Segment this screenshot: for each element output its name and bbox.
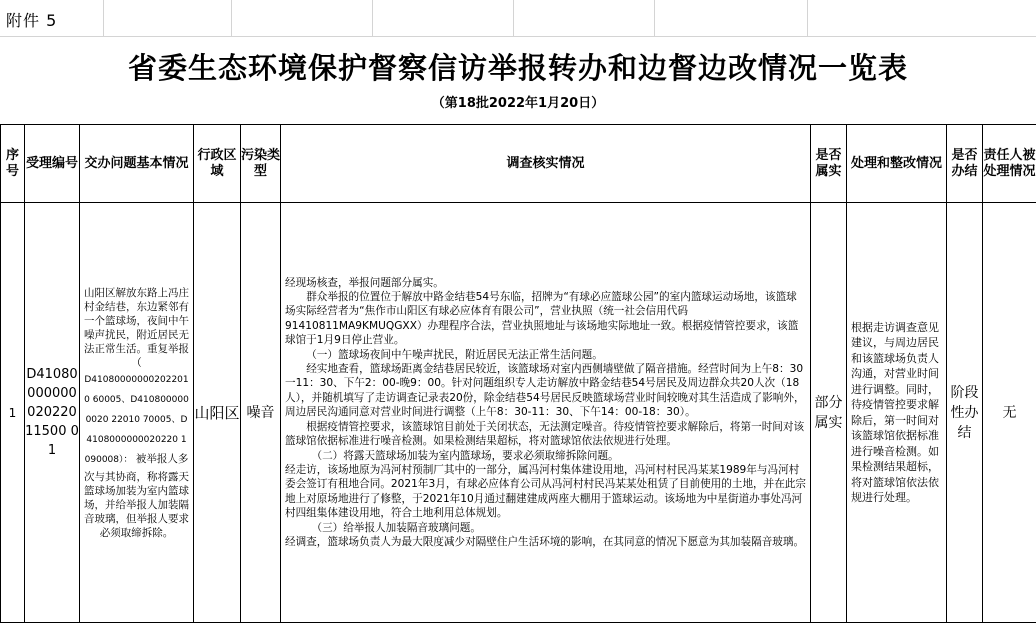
cell-handling[interactable]: 根据走访调查意见建议，与周边居民和该篮球场负责人沟通，对营业时间进行调整。同时，待疫情管控要求解除后，第一时间对该篮球馆依据标准进行噪音检测。如果检测结果超标，将对篮球馆依法依规进行处理。	[847, 203, 947, 623]
cell-closed[interactable]: 阶段性办结	[947, 203, 983, 623]
cell-region[interactable]: 山阳区	[194, 203, 241, 623]
cell-investigation[interactable]	[281, 203, 811, 623]
table-row	[1, 203, 1036, 623]
sheet-title: 省委生态环境保护督察信访举报转办和边督边改情况一览表	[0, 46, 1036, 87]
grid-cell[interactable]	[232, 0, 373, 36]
issue-paren: （	[131, 357, 142, 369]
sheet-subtitle: （第18批2022年1月20日）	[0, 92, 1036, 111]
header-pollution-type: 污染类型	[241, 125, 281, 203]
investigation-para: 经调查，篮球场负责人为最大限度减少对隔壁住户生活环境的影响，在其同意的情况下愿意为其加装隔音玻璃。	[285, 535, 807, 549]
issue-main: 山阳区解放东路上冯庄村金结巷，东边紧邻有一个篮球场，夜间中午噪声扰民，附近居民无法正常生活。重复举报	[84, 287, 189, 355]
header-closed: 是否办结	[947, 125, 983, 203]
investigation-para: （三）给举报人加装隔音玻璃问题。	[285, 521, 807, 535]
cell-pollution-type[interactable]: 噪音	[241, 203, 281, 623]
issue-ids: D410800000002022010 60005、D4108000000020 22010 70005、D4108000000020220 1090008）：	[84, 375, 189, 465]
cell-issue[interactable]	[80, 203, 194, 623]
cell-seq[interactable]: 1	[1, 203, 25, 623]
header-issue: 交办问题基本情况	[80, 125, 194, 203]
grid-cell[interactable]	[104, 0, 232, 36]
investigation-para: 群众举报的位置位于解放中路金结巷54号东临，招牌为“有球必应篮球公园”的室内篮球运动场地，该篮球场实际经营者为“焦作市山阳区有球必应体育有限公司”，营业执照（统一社会信用代码91410811MA9KMUQGXX）办理程序合法，营业执照地址与该场地实际地址一致。根据疫情管控要求，该篮球馆于1月9日停止营业。	[285, 290, 807, 348]
investigation-para: 经走访，该场地原为冯河村预制厂其中的一部分，属冯河村集体建设用地，冯河村村民冯某某1989年与冯河村委会签订有租地合同。2021年3月，有球必应体育公司从冯河村村民冯某某处租赁了目前使用的土地，并在此宗地上对原场地进行了修整，于2021年10月通过翻建建成两座大棚用于篮球运动。该场地为中星街道办事处冯河村四组集体建设用地，符合土地利用总体规划。	[285, 463, 807, 521]
spreadsheet-grid-row	[0, 0, 1036, 37]
table-header-row	[1, 125, 1036, 203]
investigation-para: 经实地查看，篮球场距离金结巷居民较近，该篮球场对室内西侧墙壁做了隔音措施。经营时间为上午8：30一11：30、下午2：00-晚9：00。针对问题组织专人走访解放中路金结巷54号居民及周边群众共20人次（18人），并随机填写了走访调查记录表20份，除金结巷54号居民反映篮球场营业时间较晚对其生活造成了影响外，周边居民沟通同意对营业时间进行调整（上午8：30-11：30、下午14：00-18：30）。	[285, 362, 807, 420]
grid-cell[interactable]	[808, 0, 1036, 36]
cell-is-true[interactable]: 部分属实	[811, 203, 847, 623]
attachment-label: 附件 5	[6, 8, 57, 31]
header-investigation: 调查核实情况	[281, 125, 811, 203]
cell-responsible[interactable]: 无	[983, 203, 1036, 623]
header-handling: 处理和整改情况	[847, 125, 947, 203]
header-region: 行政区域	[194, 125, 241, 203]
grid-cell[interactable]	[514, 0, 655, 36]
grid-cell[interactable]	[655, 0, 808, 36]
cell-ticket-no[interactable]: D4108000000002022011500 01	[25, 203, 80, 623]
report-table	[0, 124, 1036, 623]
header-ticket-no: 受理编号	[25, 125, 80, 203]
investigation-para: （一）篮球场夜间中午噪声扰民，附近居民无法正常生活问题。	[285, 348, 807, 362]
investigation-para: 经现场核查，举报问题部分属实。	[285, 276, 807, 290]
grid-cell[interactable]	[373, 0, 514, 36]
header-seq: 序号	[1, 125, 25, 203]
header-responsible: 责任人被处理情况	[983, 125, 1036, 203]
investigation-para: 根据疫情管控要求，该篮球馆目前处于关闭状态，无法测定噪音。待疫情管控要求解除后，将第一时间对该篮球馆依据标准进行噪音检测。如果检测结果超标，将对篮球馆依法依规进行处理。	[285, 420, 807, 449]
header-is-true: 是否属实	[811, 125, 847, 203]
investigation-para: （二）将露天篮球场加装为室内篮球场，要求必须取缔拆除问题。	[285, 449, 807, 463]
issue-tail: 被举报人多次与其协商，称将露天篮球场加装为室内篮球场，并给举报人加装隔音玻璃，但举报人要求必须取缔拆除。	[84, 453, 189, 539]
